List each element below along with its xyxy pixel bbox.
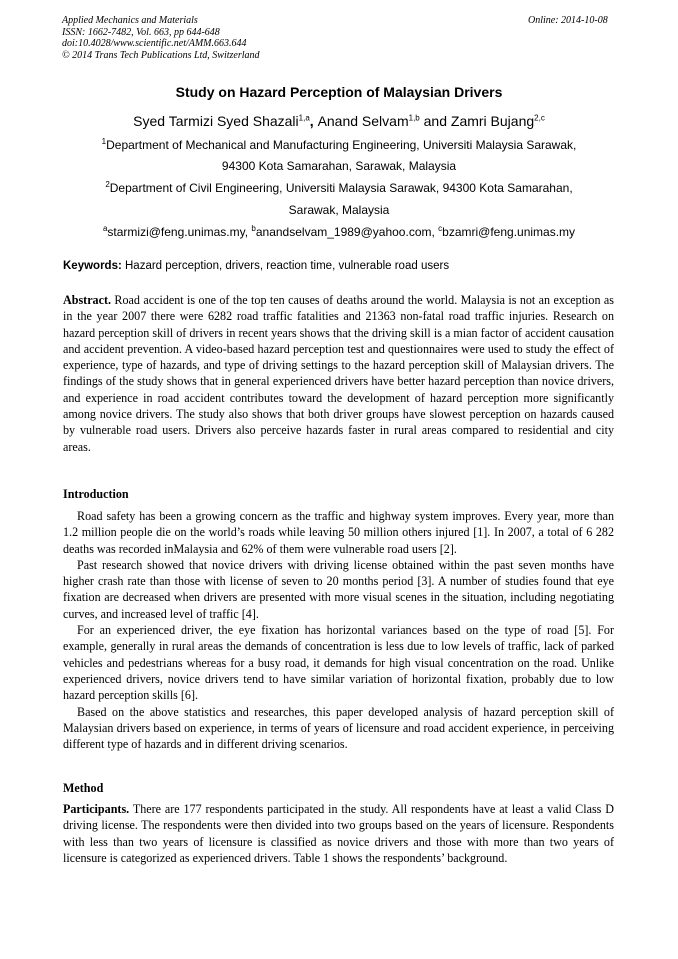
affiliation-text: Department of Mechanical and Manufacturing Engineering, Universiti Malaysia Sarawak, bbox=[106, 138, 577, 152]
introduction-section bbox=[63, 508, 614, 752]
author-affiliation-mark: 1,a bbox=[298, 113, 310, 123]
affiliation-mark: 2 bbox=[105, 180, 110, 189]
journal-name: Applied Mechanics and Materials bbox=[62, 15, 198, 26]
introduction-paragraph-2: Past research showed that novice drivers with driving license obtained within the past seven months have higher crash rate than those with license of seven to 20 months period [3]. A number of studies found that eye fixation are decreased when drivers are presented with more visual scenes in the situation, including negotiating curves, and increased level of traffic [4]. bbox=[63, 557, 614, 621]
keywords-line bbox=[63, 260, 449, 272]
participants-text: There are 177 respondents participated in the study. All respondents have at least a valid Class D driving license. The respondents were then divided into two groups based on the years of licensure. Respondents with less than two years of licensure is classified as novice drivers and those with more than two years of licensure is categorized as experienced drivers. Table 1 shows the respondents’ background. bbox=[63, 802, 614, 865]
author-affiliation-mark: 1,b bbox=[408, 113, 420, 123]
online-date: Online: 2014-10-08 bbox=[528, 15, 608, 26]
author-name: Syed Tarmizi Syed Shazali bbox=[133, 113, 299, 129]
affiliation-2-line1 bbox=[0, 181, 678, 195]
author-separator: and bbox=[419, 113, 451, 129]
affiliation-1-line1 bbox=[0, 138, 678, 152]
affiliation-1-line2: 94300 Kota Samarahan, Sarawak, Malaysia bbox=[221, 159, 457, 173]
author-affiliation-mark: 2,c bbox=[534, 113, 545, 123]
issn-line: ISSN: 1662-7482, Vol. 663, pp 644-648 bbox=[62, 26, 220, 38]
affiliation-text: Department of Civil Engineering, Universiti Malaysia Sarawak, 94300 Kota Samarahan, bbox=[109, 181, 573, 195]
paper-title: Study on Hazard Perception of Malaysian Drivers bbox=[175, 84, 503, 100]
email-mark: b bbox=[251, 224, 256, 233]
introduction-paragraph-3: For an experienced driver, the eye fixation has horizontal variances based on the type of road [5]. For example, generally in rural areas the demands of concentration is less due to low levels of traffic, lack of parked vehicles and pedestrians whereas for a busy road, it demands for high visual concentration on the road. Unlike experienced drivers, novice drivers tend to have similar variation of horizontal fixation, probably due to low hazard perception skills [6]. bbox=[63, 623, 614, 703]
copyright-line: © 2014 Trans Tech Publications Ltd, Switzerland bbox=[62, 49, 260, 61]
abstract-paragraph bbox=[63, 292, 614, 455]
email-mark: a bbox=[102, 224, 108, 233]
author-separator: , bbox=[309, 113, 318, 129]
participants-label: Participants. bbox=[63, 802, 130, 816]
email-address[interactable]: starmizi@feng.unimas.my, bbox=[107, 225, 252, 239]
introduction-paragraph-4: Based on the above statistics and researches, this paper developed analysis of hazard perception skill of Malaysian drivers based on experience, in terms of years of licensure and road accident experience, in perceiving different type of hazards and in different driving scenarios. bbox=[63, 704, 614, 752]
abstract-label: Abstract. bbox=[63, 293, 112, 307]
introduction-heading: Introduction bbox=[63, 487, 129, 501]
affiliation-2-line2: Sarawak, Malaysia bbox=[288, 203, 390, 217]
email-address[interactable]: anandselvam_1989@yahoo.com, bbox=[255, 225, 439, 239]
participants-paragraph bbox=[63, 801, 614, 866]
author-name: Anand Selvam bbox=[317, 113, 409, 129]
author-name: Zamri Bujang bbox=[450, 113, 535, 129]
doi-line: doi:10.4028/www.scientific.net/AMM.663.644 bbox=[62, 38, 247, 49]
affiliation-mark: 1 bbox=[101, 137, 107, 146]
method-heading: Method bbox=[63, 781, 104, 795]
keywords-text: Hazard perception, drivers, reaction time, vulnerable road users bbox=[121, 260, 450, 272]
introduction-paragraph-1: Road safety has been a growing concern as the traffic and highway system improves. Every year, more than 1.2 million people die on the world’s roads while leaving 50 million others injured [1]. In 2007, a total of 6 282 deaths was recorded inMalaysia and 62% of them were vulnerable road users [2]. bbox=[63, 509, 614, 556]
email-mark: c bbox=[438, 224, 443, 233]
abstract-text: Road accident is one of the top ten causes of deaths around the world. Malaysia is not an exception as in the year 2007 there were 6282 road traffic fatalities and 21363 non-fatal road traffic injuries. Research on hazard perception skill of drivers in recent years shows that the driving skill is a mian factor of accident causation and accident prevention. A video-based hazard perception test and questionnaires were used to study the effect of experience, type of hazards, and type of driving settings to the hazard perception skill of Malaysian drivers. The findings of the study shows that in general experienced drivers have better hazard perception than novice drivers, and experience in road accident contributes toward the development of hazard perception more significantly among novice drivers. The study also shows that both driver groups have slowest perception on hazards caused by vulnerable road users. Drivers also perceive hazards faster in rural areas compared to residential and city areas. bbox=[63, 293, 614, 454]
author-line bbox=[0, 113, 678, 129]
email-line bbox=[0, 225, 678, 239]
keywords-label: Keywords: bbox=[63, 260, 122, 272]
journal-header bbox=[62, 15, 260, 61]
email-address[interactable]: bzamri@feng.unimas.my bbox=[442, 225, 576, 239]
